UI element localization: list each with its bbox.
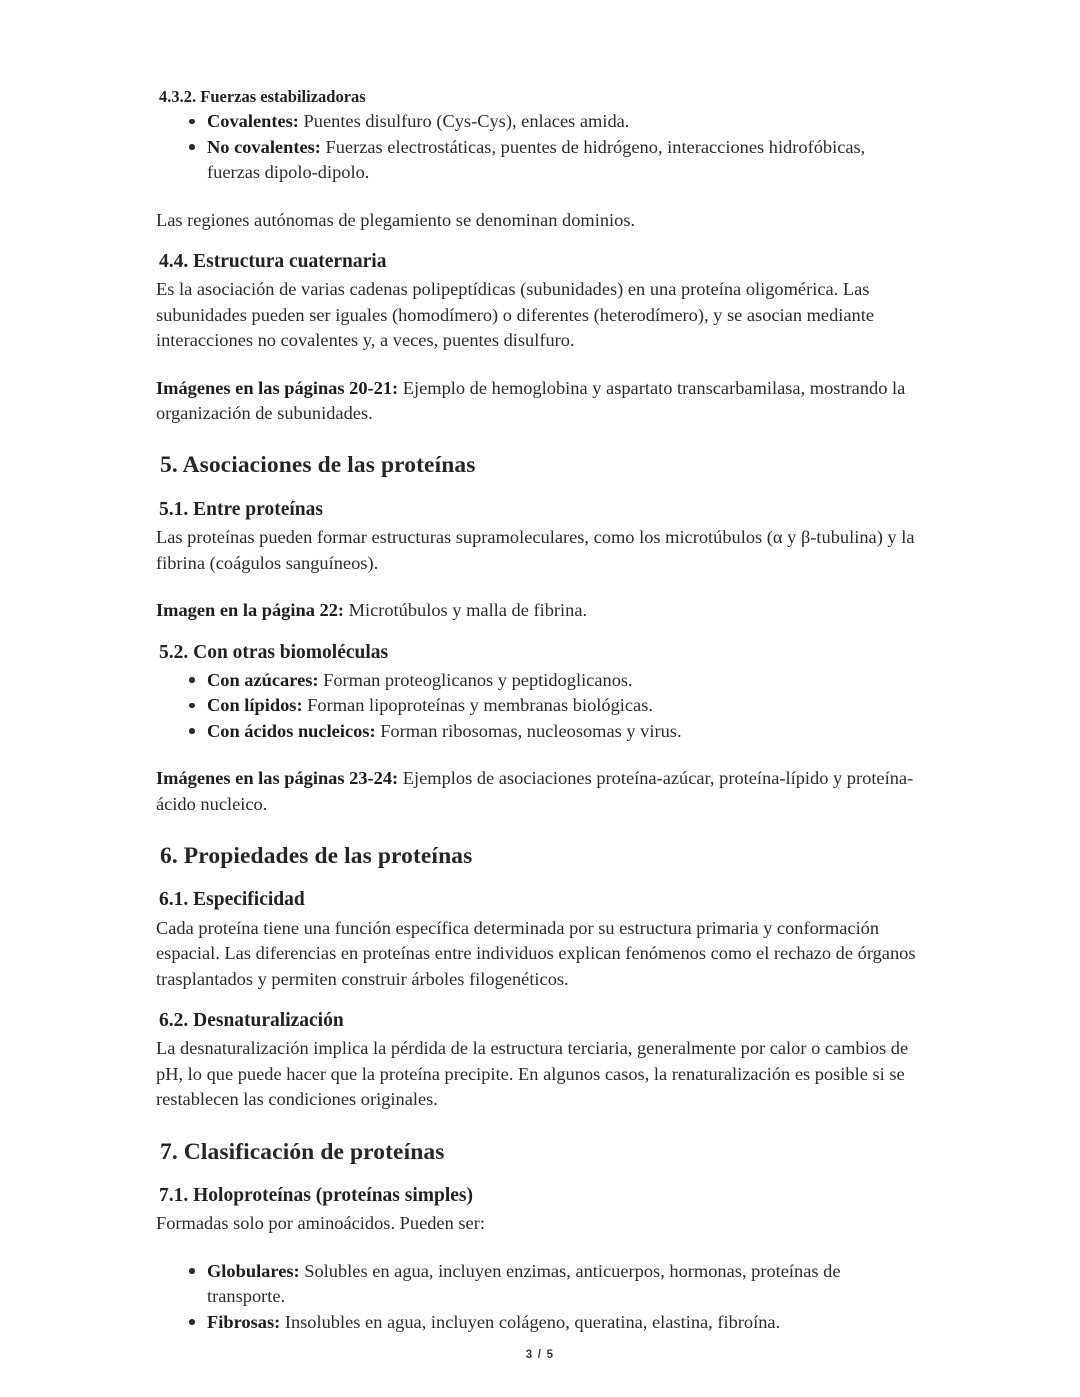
paragraph-desnaturalizacion: La desnaturalización implica la pérdida de la estructura terciaria, generalmente por calor o cambios de pH, lo que puede hacer que la proteína precipite. En algunos casos, la renaturalización es posible si se restablecen las condiciones originales. bbox=[156, 1038, 909, 1110]
paragraph-estructura-cuaternaria: Es la asociación de varias cadenas polipeptídicas (subunidades) en una proteína oligomérica. Las subunidades pueden ser iguales (homodímero) o diferentes (heterodímero), y se asocian mediante interacciones no covalentes y, a veces, puentes disulfuro. bbox=[156, 279, 875, 351]
list-otras-biomoleculas bbox=[156, 668, 922, 744]
list-item-lead: Fibrosas: bbox=[207, 1311, 281, 1332]
paragraph-lead: Imágenes en las páginas 20-21: bbox=[156, 377, 399, 398]
paragraph-text: Ejemplo de hemoglobina y aspartato transcarbamilasa, mostrando la organización de subunidades. bbox=[156, 377, 906, 424]
heading-5-2: 5.2. Con otras biomoléculas bbox=[159, 641, 389, 663]
heading-6-1: 6.1. Especificidad bbox=[159, 889, 305, 911]
list-item-text: Forman proteoglicanos y peptidoglicanos. bbox=[318, 669, 633, 690]
paragraph-imagen-22 bbox=[156, 598, 922, 623]
list-item-text: Puentes disulfuro (Cys-Cys), enlaces amida. bbox=[298, 111, 630, 132]
heading-6: 6. Propiedades de las proteínas bbox=[160, 842, 473, 869]
paragraph-lead: Imágenes en las páginas 23-24: bbox=[156, 768, 399, 789]
heading-5: 5. Asociaciones de las proteínas bbox=[160, 452, 476, 479]
paragraph-dominios: Las regiones autónomas de plegamiento se denominan dominios. bbox=[156, 209, 636, 230]
bullet-dot-icon bbox=[189, 144, 195, 150]
bullet-dot-icon bbox=[189, 1268, 195, 1274]
list-item-text: Insolubles en agua, incluyen colágeno, queratina, elastina, fibroína. bbox=[280, 1311, 781, 1332]
list-item bbox=[156, 135, 922, 186]
list-item bbox=[156, 1310, 922, 1335]
bullet-dot-icon bbox=[189, 677, 195, 683]
paragraph-especificidad: Cada proteína tiene una función específica determinada por su estructura primaria y conformación espacial. Las diferencias en proteínas entre individuos explican fenómenos como el rechazo de órganos trasplantados y permiten construir árboles filogenéticos. bbox=[156, 917, 916, 989]
list-item-lead: Covalentes: bbox=[207, 111, 299, 132]
list-item-lead: Con azúcares: bbox=[207, 669, 319, 690]
bullet-dot-icon bbox=[189, 1319, 195, 1325]
list-item-lead: Con ácidos nucleicos: bbox=[207, 720, 376, 741]
bullet-dot-icon bbox=[189, 703, 195, 709]
paragraph-text: Microtúbulos y malla de fibrina. bbox=[344, 600, 588, 621]
heading-4-3-2: 4.3.2. Fuerzas estabilizadoras bbox=[159, 87, 366, 106]
list-item bbox=[156, 719, 922, 744]
bullet-dot-icon bbox=[189, 728, 195, 734]
paragraph-holoproteinas: Formadas solo por aminoácidos. Pueden ser: bbox=[156, 1213, 485, 1234]
list-item-lead: Globulares: bbox=[207, 1260, 300, 1281]
list-fuerzas-estabilizadoras bbox=[156, 109, 922, 185]
heading-7-1: 7.1. Holoproteínas (proteínas simples) bbox=[159, 1185, 473, 1207]
paragraph-imagenes-20-21 bbox=[156, 376, 922, 427]
list-item bbox=[156, 693, 922, 718]
paragraph-entre-proteinas: Las proteínas pueden formar estructuras supramoleculares, como los microtúbulos (α y β-tubulina) y la fibrina (coágulos sanguíneos). bbox=[156, 527, 915, 573]
list-item-text: Forman ribosomas, nucleosomas y virus. bbox=[375, 720, 682, 741]
page-number-footer: 3 / 5 bbox=[525, 1349, 555, 1361]
list-item-lead: No covalentes: bbox=[207, 136, 321, 157]
paragraph-text: Ejemplos de asociaciones proteína-azúcar, proteína-lípido y proteína-ácido nucleico. bbox=[156, 768, 914, 814]
list-item-text: Forman lipoproteínas y membranas biológicas. bbox=[302, 695, 653, 716]
list-item-text: Fuerzas electrostáticas, puentes de hidrógeno, interacciones hidrofóbicas, fuerzas dipolo-dipolo. bbox=[207, 136, 866, 183]
heading-7: 7. Clasificación de proteínas bbox=[160, 1138, 445, 1165]
list-holoproteinas-tipos bbox=[156, 1259, 922, 1335]
list-item-lead: Con lípidos: bbox=[207, 695, 303, 716]
list-item bbox=[156, 1259, 922, 1310]
heading-6-2: 6.2. Desnaturalización bbox=[159, 1010, 344, 1032]
paragraph-imagenes-23-24 bbox=[156, 766, 922, 817]
list-item bbox=[156, 109, 922, 134]
list-item-text: Solubles en agua, incluyen enzimas, anticuerpos, hormonas, proteínas de transporte. bbox=[207, 1260, 841, 1307]
heading-5-1: 5.1. Entre proteínas bbox=[159, 498, 323, 520]
list-item bbox=[156, 668, 922, 693]
paragraph-lead: Imagen en la página 22: bbox=[156, 600, 345, 621]
heading-4-4: 4.4. Estructura cuaternaria bbox=[159, 251, 387, 273]
document-body bbox=[156, 86, 922, 1335]
bullet-dot-icon bbox=[189, 119, 195, 125]
